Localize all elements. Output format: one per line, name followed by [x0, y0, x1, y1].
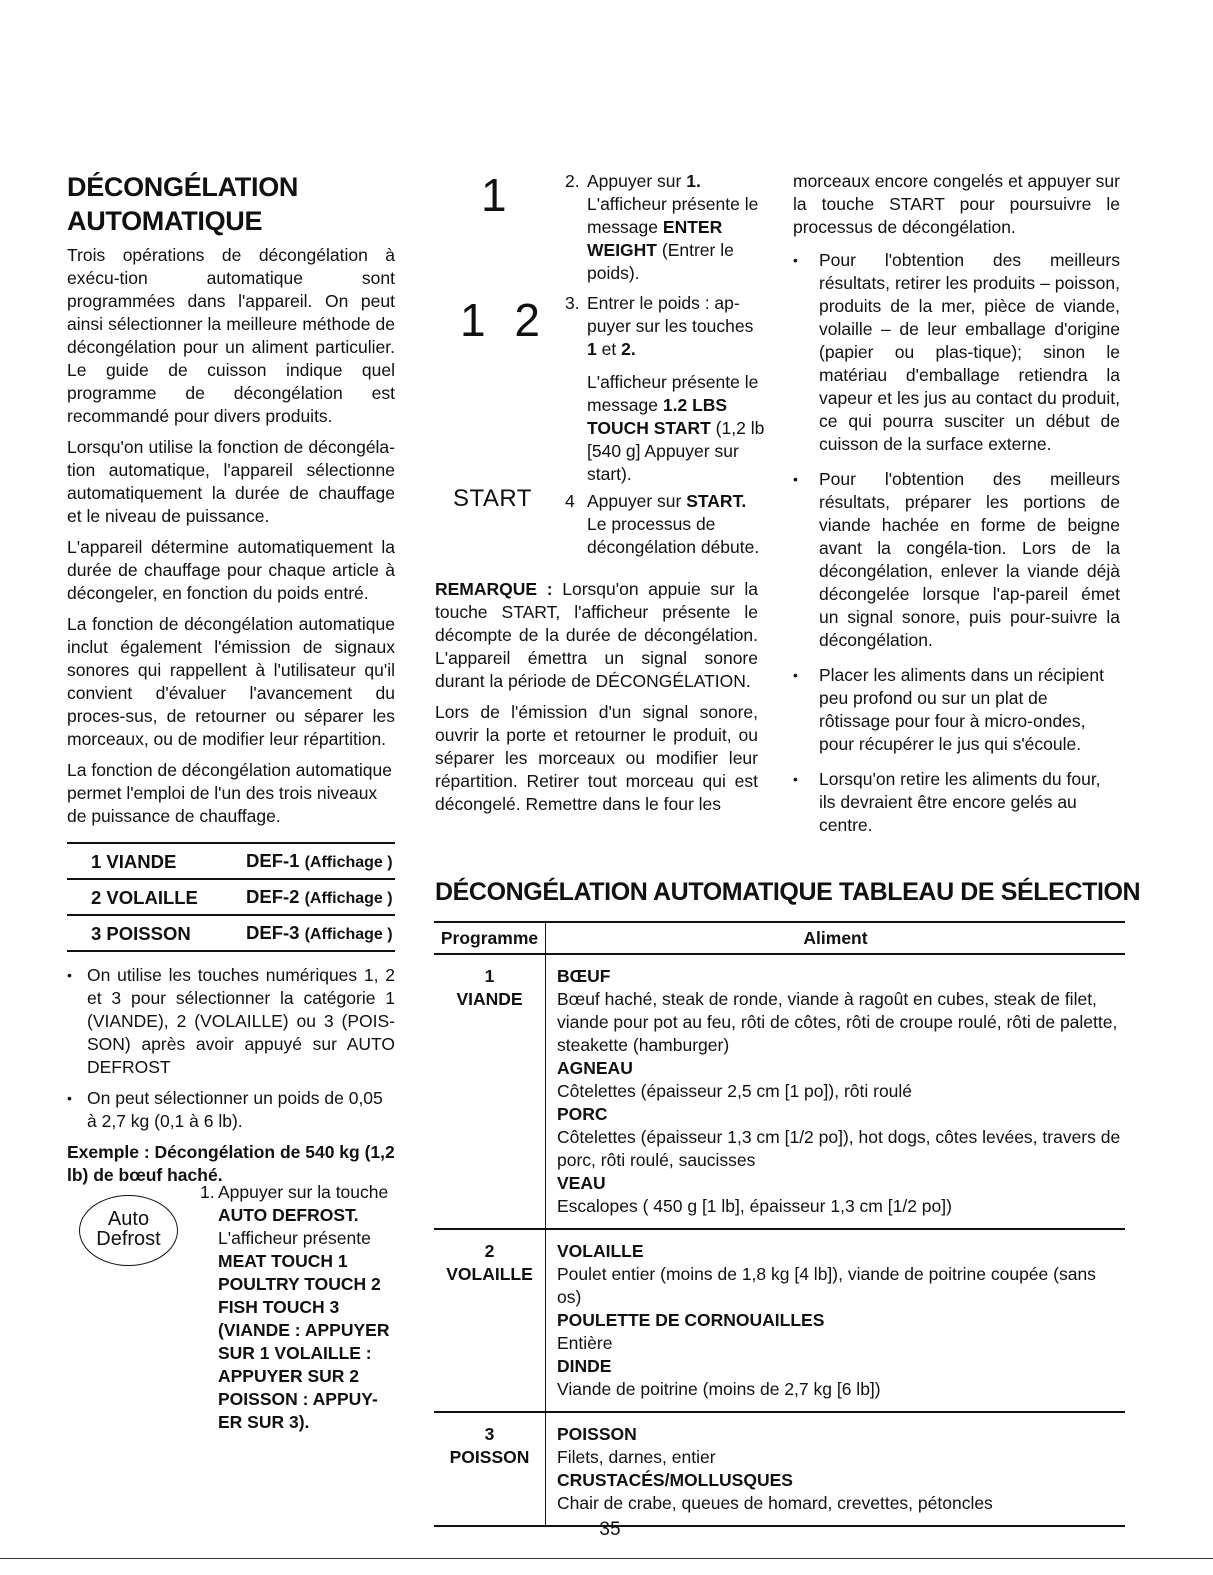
power-level-row: 3 POISSON DEF-3 (Affichage )	[67, 914, 395, 952]
column-left	[67, 170, 395, 1187]
example-step-1: 1. Appuyer sur la touche AUTO DEFROST. L'afficheur présente MEAT TOUCH 1 POULTRY TOUCH 2 FISH TOUCH 3 (VIANDE : APPUYER SUR 1 VOLAILLE : APPUYER SUR 2 POISSON : APPUY-ER SUR 3).	[200, 1181, 400, 1434]
note-section	[435, 578, 758, 816]
list-item: • Placer les aliments dans un récipient peu profond ou sur un plat de rôtissage pour four à micro-ondes, pour récupérer le jus qui s'écoule.	[793, 664, 1120, 756]
table-row: 1 VIANDE BŒUF Bœuf haché, steak de ronde, viande à ragoût en cubes, steak de filet, viande pour pot au feu, rôti de côtes, rôti de croupe roulé, rôti de palette, steakette (hamburger) AGNEAU Côtelettes (épaisseur 2,5 cm [1 po]), rôti roulé PORC Côtelettes (épaisseur 1,3 cm [1/2 po]), hot dogs, côtes levées, travers de porc, rôti roulé, saucisses VEAU Escalopes ( 450 g [1 lb], épaisseur 1,3 cm [1/2 po])	[434, 954, 1125, 1229]
example-title: Exemple : Décongélation de 540 kg (1,2 lb) de bœuf haché.	[67, 1142, 395, 1185]
table-row: 2 VOLAILLE VOLAILLE Poulet entier (moins de 1,8 kg [4 lb]), viande de poitrine coupée (sans os) POULETTE DE CORNOUAILLES Entière DINDE Viande de poitrine (moins de 2,7 kg [6 lb])	[434, 1229, 1125, 1412]
selection-table-title: DÉCONGÉLATION AUTOMATIQUE TABLEAU DE SÉLECTION	[435, 878, 1141, 906]
bullet-list	[67, 964, 395, 1133]
list-item: • On peut sélectionner un poids de 0,05 à 2,7 kg (0,1 à 6 lb).	[67, 1087, 395, 1133]
display-message: MEAT TOUCH 1 POULTRY TOUCH 2 FISH TOUCH 3 (VIANDE : APPUYER SUR 1 VOLAILLE : APPUYER SUR 2 POISSON : APPUY-ER SUR 3).	[218, 1251, 390, 1432]
bottom-divider	[0, 1558, 1213, 1559]
selection-table	[434, 921, 1125, 1527]
power-level-row: 1 VIANDE DEF-1 (Affichage )	[67, 842, 395, 878]
paragraph: La fonction de décongélation automatique permet l'emploi de l'un des trois niveaux de puissance de chauffage.	[67, 760, 392, 826]
column-header-food: Aliment	[546, 922, 1126, 954]
paragraph: morceaux encore congelés et appuyer sur la touche START pour poursuivre le processus de décongélation.	[793, 171, 1120, 237]
column-header-program: Programme	[434, 922, 546, 954]
power-level-table	[67, 842, 395, 952]
column-right	[793, 170, 1120, 849]
tips-list	[793, 249, 1120, 837]
power-level-row: 2 VOLAILLE DEF-2 (Affichage )	[67, 878, 395, 914]
list-item: • On utilise les touches numériques 1, 2 et 3 pour sélectionner la catégorie 1 (VIANDE), 2 (VOLAILLE) ou 3 (POIS-SON) après avoir appuyé sur AUTO DEFROST	[67, 964, 395, 1079]
table-header-row	[434, 922, 1125, 954]
step-2: 2. Appuyer sur 1. L'afficheur présente le message ENTER WEIGHT (Entrer le poids).	[565, 171, 759, 283]
page-number: 35	[599, 1519, 621, 1540]
table-row: 3 POISSON POISSON Filets, darnes, entier CRUSTACÉS/MOLLUSQUES Chair de crabe, queues de homard, crevettes, pétoncles	[434, 1412, 1125, 1526]
auto-defrost-button-icon: Auto Defrost	[79, 1195, 178, 1266]
list-item: • Pour l'obtention des meilleurs résultats, préparer les portions de viande hachée en forme de beigne avant la congéla-tion. Lors de la décongélation, enlever la viande déjà décongelée lorsque l'ap-pareil émet un signal sonore, puis pour-suivre la décongélation.	[793, 468, 1120, 652]
paragraph: Lors de l'émission d'un signal sonore, ouvrir la porte et retourner le produit, ou séparer les morceaux ou modifier leur répartition. Retirer tout morceau qui est décongelé. Remettre dans le four les	[435, 702, 758, 814]
list-item: • Pour l'obtention des meilleurs résultats, retirer les produits – poisson, produits de la mer, pièce de viande, volaille – de leur emballage d'origine (papier ou plas-tique); sinon le matériau d'emballage retiendra la vapeur et les jus au contact du produit, ce qui pourra susciter un début de cuisson de la surface externe.	[793, 249, 1120, 456]
paragraph: L'appareil détermine automatiquement la durée de chauffage pour chaque article à décongeler, en fonction du poids entré.	[67, 537, 395, 603]
step-4: 4 Appuyer sur START. Le processus de décongélation débute.	[565, 491, 760, 557]
page-title: DÉCONGÉLATION AUTOMATIQUE	[67, 172, 299, 236]
start-key-symbol: START	[453, 485, 532, 512]
paragraph: La fonction de décongélation automatique inclut également l'émission de signaux sonores qui rappellent à l'utilisateur qu'il convient d'évaluer l'avancement du proces-sus, de retourner ou séparer les morceaux, ou de modifier leur répartition.	[67, 614, 395, 749]
list-item: • Lorsqu'on retire les aliments du four, ils devraient être encore gelés au centre.	[793, 768, 1120, 837]
step-3: 3. Entrer le poids : ap-puyer sur les touches 1 et 2. L'afficheur présente le message 1.2 LBS TOUCH START (1,2 lb [540 g] Appuyer sur start).	[565, 293, 765, 484]
paragraph: Lorsqu'on utilise la fonction de décongéla-tion automatique, l'appareil sélectionne automatiquement la durée de chauffage et le niveau de puissance.	[67, 437, 395, 526]
key-1-symbol: 1	[481, 169, 507, 221]
intro-paragraph: Trois opérations de décongélation à exécu-tion automatique sont programmées dans l'appareil. On peut ainsi sélectionner la meilleure méthode de décongélation pour un aliment particulier. Le guide de cuisson indique quel programme de décongélation est recommandé pour divers produits.	[67, 245, 395, 426]
key-1-2-symbol: 1 2	[460, 294, 548, 346]
note-paragraph: REMARQUE : Lorsqu'on appuie sur la touche START, l'afficheur présente le décompte de la durée de décongélation. L'appareil émettra un signal sonore durant la période de DÉCONGÉLATION.	[435, 579, 758, 691]
